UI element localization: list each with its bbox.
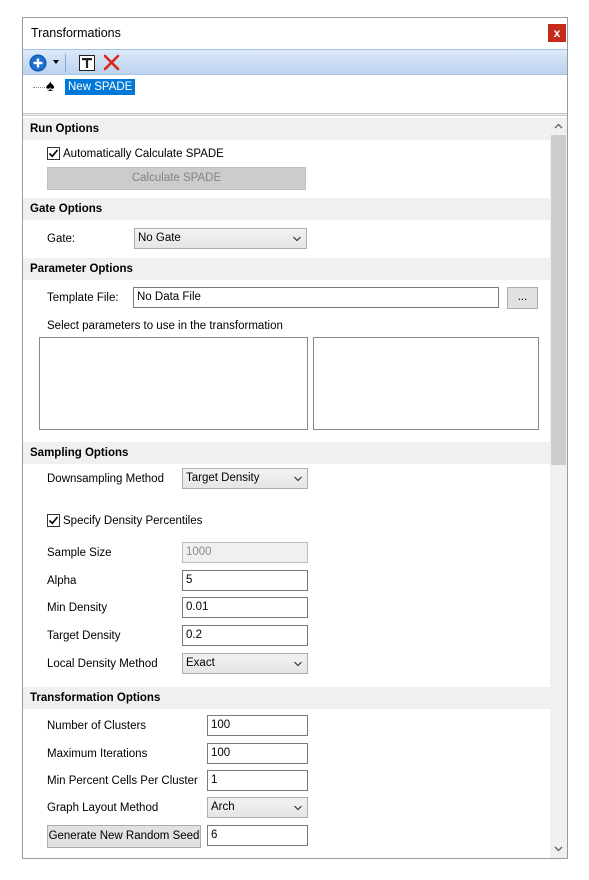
template-file-field[interactable]: No Data File xyxy=(133,287,499,308)
gate-label: Gate: xyxy=(47,233,76,245)
browse-button[interactable]: ... xyxy=(507,287,538,309)
number-of-clusters-field[interactable]: 100 xyxy=(207,715,308,736)
calculate-spade-button[interactable]: Calculate SPADE xyxy=(47,167,306,190)
downsampling-method-label: Downsampling Method xyxy=(47,473,164,485)
tree-node-new-spade[interactable]: New SPADE xyxy=(65,79,135,95)
downsampling-method-value: Target Density xyxy=(186,472,260,484)
graph-layout-method-select[interactable] xyxy=(207,797,308,818)
local-density-method-value: Exact xyxy=(186,657,215,669)
title-bar xyxy=(23,18,567,48)
selected-parameters-list[interactable] xyxy=(313,337,539,430)
add-dropdown-arrow-icon[interactable] xyxy=(53,60,59,64)
red-x-icon[interactable] xyxy=(103,54,120,71)
min-percent-cells-label: Min Percent Cells Per Cluster xyxy=(47,775,198,787)
random-seed-field[interactable]: 6 xyxy=(207,825,308,846)
chevron-down-icon xyxy=(294,660,302,668)
select-parameters-label: Select parameters to use in the transformation xyxy=(47,320,283,332)
graph-layout-method-value: Arch xyxy=(211,801,235,813)
transformation-tree xyxy=(23,76,567,114)
section-sampling-options: Sampling Options xyxy=(23,442,550,464)
chevron-down-icon xyxy=(294,804,302,812)
transformations-window xyxy=(22,17,568,859)
min-percent-cells-field[interactable]: 1 xyxy=(207,770,308,791)
specify-percentiles-label: Specify Density Percentiles xyxy=(63,515,203,527)
graph-layout-method-label: Graph Layout Method xyxy=(47,802,159,814)
options-panel xyxy=(23,118,550,858)
local-density-method-select[interactable] xyxy=(182,653,308,674)
maximum-iterations-field[interactable]: 100 xyxy=(207,743,308,764)
spade-icon: ♠ xyxy=(46,78,55,95)
available-parameters-list[interactable] xyxy=(39,337,308,430)
specify-percentiles-checkbox[interactable] xyxy=(47,514,60,527)
checkmark-icon xyxy=(48,148,59,159)
toolbar xyxy=(23,49,567,75)
number-of-clusters-label: Number of Clusters xyxy=(47,720,147,732)
window-title: Transformations xyxy=(31,26,121,40)
vertical-scrollbar[interactable] xyxy=(550,118,567,858)
generate-random-seed-button[interactable]: Generate New Random Seed xyxy=(47,825,201,848)
maximum-iterations-label: Maximum Iterations xyxy=(47,748,148,760)
chevron-down-icon xyxy=(293,235,301,243)
add-circle-icon[interactable] xyxy=(29,54,47,72)
alpha-field[interactable]: 5 xyxy=(182,570,308,591)
sample-size-label: Sample Size xyxy=(47,547,112,559)
sample-size-field[interactable]: 1000 xyxy=(182,542,308,563)
section-transformation-options: Transformation Options xyxy=(23,687,550,709)
section-gate-options: Gate Options xyxy=(23,198,550,220)
checkmark-icon xyxy=(48,515,59,526)
target-density-field[interactable]: 0.2 xyxy=(182,625,308,646)
close-button[interactable]: x xyxy=(548,24,566,42)
panel-splitter[interactable] xyxy=(23,113,567,116)
gate-select[interactable] xyxy=(134,228,307,249)
min-density-field[interactable]: 0.01 xyxy=(182,597,308,618)
section-parameter-options: Parameter Options xyxy=(23,258,550,280)
toolbar-separator xyxy=(65,54,66,72)
scroll-up-arrow-icon[interactable] xyxy=(554,122,563,131)
local-density-method-label: Local Density Method xyxy=(47,658,158,670)
min-density-label: Min Density xyxy=(47,602,108,614)
scrollbar-thumb[interactable] xyxy=(551,135,566,465)
scroll-down-arrow-icon[interactable] xyxy=(554,844,563,853)
alpha-label: Alpha xyxy=(47,575,77,587)
auto-calculate-label: Automatically Calculate SPADE xyxy=(63,148,224,160)
text-icon[interactable] xyxy=(79,55,95,71)
auto-calculate-checkbox[interactable] xyxy=(47,147,60,160)
chevron-down-icon xyxy=(294,475,302,483)
template-file-label: Template File: xyxy=(47,292,119,304)
gate-select-value: No Gate xyxy=(138,232,181,244)
downsampling-method-select[interactable] xyxy=(182,468,308,489)
section-run-options: Run Options xyxy=(23,118,550,140)
target-density-label: Target Density xyxy=(47,630,121,642)
tree-connector xyxy=(33,87,47,88)
